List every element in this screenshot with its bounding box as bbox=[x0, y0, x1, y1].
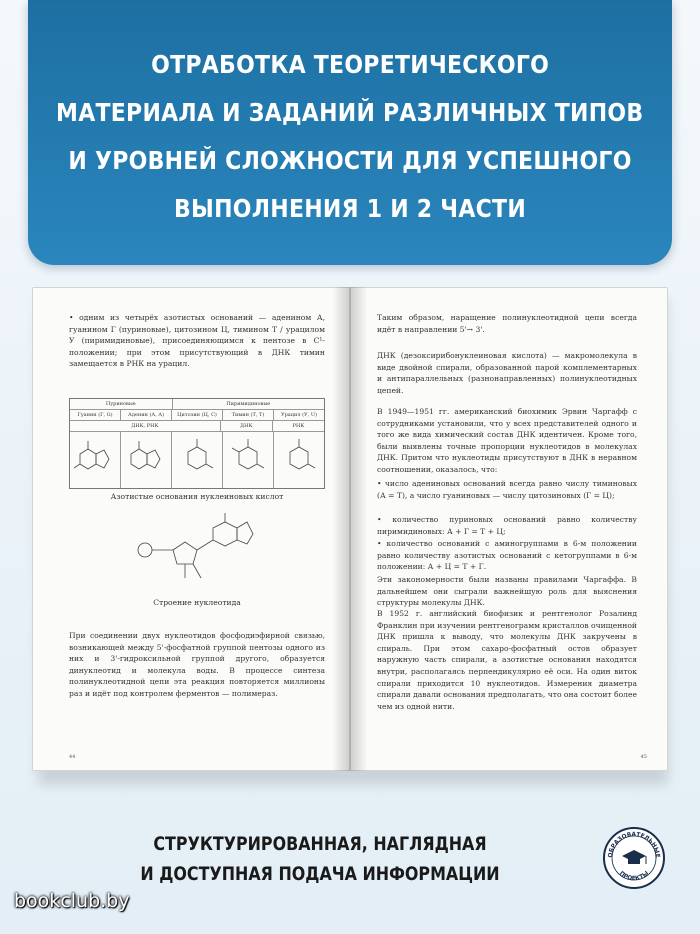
tagline-line-2: И ДОСТУПНАЯ ПОДАЧА ИНФОРМАЦИИ bbox=[140, 864, 500, 885]
table-cell-cytosine: Цитозин (Ц, C) bbox=[172, 410, 223, 420]
table-cell-rna: РНК bbox=[292, 423, 305, 429]
nucleotide-structure-icon bbox=[123, 510, 273, 590]
table-cell-adenine: Аденин (А, A) bbox=[121, 410, 172, 420]
right-bullet-1: • число адениновых оснований всегда равно числу тиминовых (А = Т), а число гуаниновых — числу цитозиновых (Г = Ц); bbox=[377, 479, 637, 500]
tagline-line-1: СТРУКТУРИРОВАННАЯ, НАГЛЯДНАЯ bbox=[153, 834, 487, 855]
table-row-bases bbox=[70, 410, 324, 421]
adenine-structure-icon bbox=[121, 432, 172, 488]
svg-text:ОБРАЗОВАТЕЛЬНЫЕ: ОБРАЗОВАТЕЛЬНЫЕ bbox=[607, 831, 661, 859]
right-page-number: 45 bbox=[640, 754, 647, 760]
right-paragraph-3: В 1949—1951 гг. американский биохимик Эрвин Чаргафф с сотрудниками установили, что у всех представителей одного и того же вида химический состав ДНК идентичен. Кроме того, были выявлены точные пропорции нуклеотидов в молекулах ДНК. Притом что нуклеотиды присутствуют в ДНК в неравном соотношении, оказалось, что: bbox=[377, 407, 637, 474]
table-row-acids bbox=[70, 421, 324, 432]
table-header-row bbox=[70, 399, 324, 410]
left-page-number: 44 bbox=[69, 754, 76, 760]
right-paragraph-2: ДНК (дезоксирибонуклеиновая кислота) — макромолекула в виде двойной спирали, образованной парой комплементарных и антипараллельных (разнонаправленных) полинуклеотидных цепей. bbox=[377, 351, 637, 395]
table-cell-thymine: Тимин (Т, T) bbox=[223, 410, 274, 420]
right-paragraph-4: Эти закономерности были названы правилами Чаргаффа. В дальнейшем они сыграли важнейшую роль для выяснения структуры молекулы ДНК. bbox=[377, 575, 637, 608]
right-paragraph-1: Таким образом, наращение полинуклеотидной цепи всегда идёт в направлении 5'→ 3'. bbox=[377, 313, 637, 334]
thymine-structure-icon bbox=[223, 432, 274, 488]
table-cell-dna-rna: ДНК, РНК bbox=[70, 421, 221, 431]
caption-nucleotide: Строение нуклеотида bbox=[153, 598, 241, 607]
table-row-structures bbox=[70, 432, 324, 488]
right-page bbox=[350, 287, 668, 771]
uracil-structure-icon bbox=[274, 432, 324, 488]
right-bullet-3: • количество оснований с аминогруппами в 6-м положении равно количеству азотистых оснований с кетогруппами в 6-м положении: А + Ц = Т + Г. bbox=[377, 539, 637, 572]
table-header-purines: Пуриновые bbox=[70, 399, 173, 409]
cytosine-structure-icon bbox=[172, 432, 223, 488]
banner-line-3: И УРОВНЕЙ СЛОЖНОСТИ ДЛЯ УСПЕШНОГО bbox=[68, 145, 632, 175]
banner-line-1: ОТРАБОТКА ТЕОРЕТИЧЕСКОГО bbox=[150, 49, 550, 79]
svg-text:ПРОЕКТЫ: ПРОЕКТЫ bbox=[617, 870, 651, 883]
left-paragraph-1: • одним из четырёх азотистых оснований — аденином А, гуанином Г (пуриновые), цитозином Ц, тимином Т / урацилом У (пиримидиновые), присоединяющимся к пентозе в C¹-положении; при этом присутствующий в ДНК тимин замещается в РНК на урацил. bbox=[69, 313, 325, 369]
guanine-structure-icon bbox=[70, 432, 121, 488]
title-banner bbox=[28, 0, 672, 265]
table-header-pyrimidines: Пиримидиновые bbox=[226, 401, 271, 407]
bases-table bbox=[69, 398, 325, 489]
table-cell-dna: ДНК bbox=[221, 421, 273, 431]
book-gutter bbox=[332, 287, 368, 771]
open-book bbox=[32, 287, 668, 781]
right-paragraph-5: В 1952 г. английский биофизик и рентгенолог Розалинд Франклин при изучении рентгенограмм кристаллов очищенной ДНК пришла к выводу, что молекулы ДНК закручены в спираль. При этом сахаро-фосфатный остов образует наружную часть спирали, а азотистые основания находятся внутри, располагаясь перпендикулярно её оси. На один виток спирали приходится 10 нуклеотидов. Измерения диаметра спирали давали основания предполагать, что она состоит более чем из одной нити. bbox=[377, 609, 637, 711]
caption-nitrogen-bases: Азотистые основания нуклеиновых кислот bbox=[110, 492, 284, 501]
tagline bbox=[60, 830, 580, 890]
table-cell-uracil: Урацил (У, U) bbox=[280, 412, 317, 418]
right-bullet-2: • количество пуриновых оснований равно количеству пиримидиновых: А + Г = Т + Ц; bbox=[377, 515, 637, 536]
left-paragraph-2: При соединении двух нуклеотидов фосфодиэфирной связью, возникающей между 5'-фосфатной группой пентозы одного из них и 3'-гидроксильной группой другого, образуется динуклеотид и молекула воды. В процессе синтеза полинуклеотидной цепи эта реакция повторяется миллионы раз и идёт под контролем ферментов — полимераз. bbox=[69, 631, 325, 698]
left-page bbox=[32, 287, 350, 771]
banner-line-2: МАТЕРИАЛА И ЗАДАНИЙ РАЗЛИЧНЫХ ТИПОВ bbox=[56, 97, 644, 127]
publisher-seal-icon bbox=[602, 826, 666, 890]
banner-line-4: ВЫПОЛНЕНИЯ 1 И 2 ЧАСТИ bbox=[174, 193, 526, 223]
watermark-text: bookclub.by bbox=[14, 890, 130, 912]
table-cell-guanine: Гуанин (Г, G) bbox=[70, 410, 121, 420]
